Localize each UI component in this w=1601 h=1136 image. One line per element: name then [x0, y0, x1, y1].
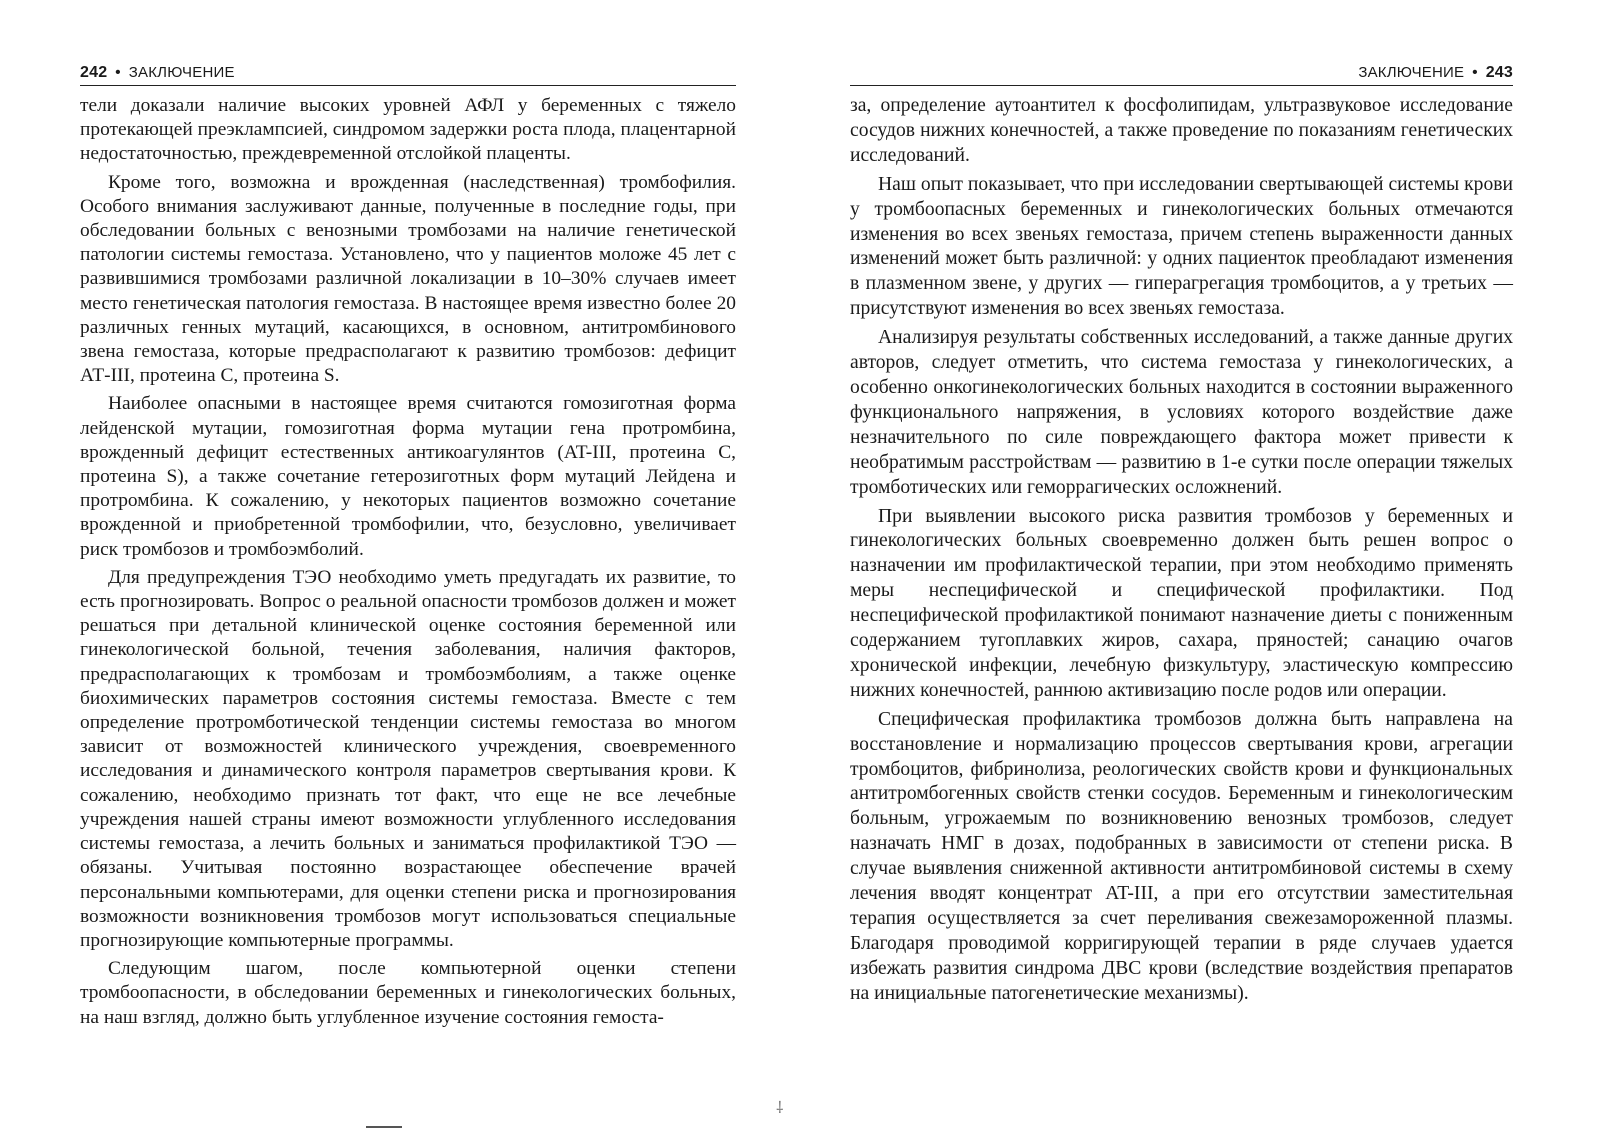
right-paragraph-5: Специфическая профилактика тромбозов должна быть направлена на восстановление и нормализацию процессов свертывания крови, агрегации тромбоцитов, фибринолиза, реологических свойств крови и функциональных антитромбогенных свойств стенки сосудов. Беременным и гинекологическим больным, угрожаемым по возникновению венозных тромбозов, следует назначать НМГ в дозах, подобранных в зависимости от степени риска. В случае выявления сниженной активности антитромбиновой системы в схему лечения вводят концентрат AT-III, а при его отсутствии заместительная терапия осуществляется за счет переливания свежезамороженной плазмы. Благодаря проводимой корригирующей терапии в ряде случаев удается избежать развития синдрома ДВС крови (вследствие воздействия препаратов на инициальные патогенетические механизмы). — [850, 708, 1513, 1004]
left-running-head — [80, 64, 736, 82]
left-paragraph-5: Следующим шагом, после компьютерной оценки степени тромбоопасности, в обследовании беременных и гинекологических больных, на наш взгляд, должно быть углубленное изучение состояния гемоста- — [80, 958, 736, 1028]
right-paragraph-1: за, определение аутоантител к фосфолипидам, ультразвуковое исследование сосудов нижних конечностей, а также проведение по показаниям генетических исследований. — [850, 95, 1513, 166]
left-header-bullet: • — [115, 64, 121, 81]
left-paragraph-2: Кроме того, возможна и врожденная (наследственная) тромбофилия. Особого внимания заслуживают данные, полученные в последние годы, при обследовании больных с венозными тромбозами на наличие генетической патологии системы гемостаза. Установлено, что у пациентов моложе 45 лет с развившимися тромбозами различной локализации в 10–30% случаев имеет место генетическая патология гемостаза. В настоящее время известно более 20 различных генных мутаций, касающихся, в основном, антитромбинового звена гемостаза, которые предрасполагают к развитию тромбозов: дефицит АТ-III, протеина С, протеина S. — [80, 171, 736, 387]
bottom-scan-mark-left — [366, 1126, 402, 1128]
left-body-text — [80, 94, 736, 1034]
left-running-title: ЗАКЛЮЧЕНИЕ — [128, 64, 235, 81]
left-paragraph-3: Наиболее опасными в настоящее время считаются гомозиготная форма лейденской мутации, гомозиготная форма мутации гена протромбина, врожденный дефицит естественных антикоагулянтов (AT-III, протеина С, протеина S), а также сочетание гетерозиготных форм мутаций Лейдена и протромбина. К сожалению, у некоторых пациентов возможно сочетание врожденной и приобретенной тромбофилии, что, безусловно, увеличивает риск тромбозов и тромбоэмболий. — [80, 393, 736, 560]
right-header-rule — [850, 85, 1513, 86]
gutter-scan-mark: ⸸ — [776, 1098, 784, 1117]
left-header-rule — [80, 85, 736, 86]
right-header-bullet: • — [1472, 64, 1478, 81]
right-paragraph-3: Анализируя результаты собственных исследований, а также данные других авторов, следует отметить, что система гемостаза у гинекологических, а особенно онкогинекологических больных находится в состоянии выраженного функционального напряжения, в условиях которого воздействие даже незначительного по силе повреждающего фактора может привести к необратимым расстройствам — развитию в 1-е сутки после операции тяжелых тромботических или геморрагических осложнений. — [850, 327, 1513, 498]
right-paragraph-2: Наш опыт показывает, что при исследовании свертывающей системы крови у тромбоопасных беременных и гинекологических больных отмечаются изменения во всех звеньях гемостаза, причем степень выраженности данных изменений может быть различной: у одних пациенток преобладают изменения в плазменном звене, у других — гиперагрегация тромбоцитов, а у третьих — присутствуют изменения во всех звеньях гемостаза. — [850, 173, 1513, 320]
left-page-number: 242 — [80, 64, 108, 81]
left-paragraph-4: Для предупреждения ТЭО необходимо уметь предугадать их развитие, то есть прогнозировать. Вопрос о реальной опасности тромбозов должен и может решаться при детальной клинической оценке состояния беременной или гинекологической больной, течения заболевания, наличия факторов, предрасполагающих к тромбозам и тромбоэмболиям, а также оценке биохимических параметров состояния системы гемостаза. Вместе с тем определение протромботической тенденции системы гемостаза во многом зависит от возможностей клинического учреждения, своевременного исследования и динамического контроля параметров свертывания крови. К сожалению, необходимо признать тот факт, что еще не все лечебные учреждения нашей страны имеют возможности углубленного исследования системы гемостаза, а лечить больных и заниматься профилактикой ТЭО — обязаны. Учитывая постоянно возрастающее обеспечение врачей персональными компьютерами, для оценки степени риска и прогнозирования возможности возникновения тромбозов могут использоваться специальные прогнозирующие компьютерные программы. — [80, 566, 736, 951]
left-paragraph-1: тели доказали наличие высоких уровней АФЛ у беременных с тяжело протекающей преэклампсией, синдромом задержки роста плода, плацентарной недостаточностью, преждевременной отслойкой плаценты. — [80, 95, 736, 165]
right-body-text — [850, 94, 1513, 1011]
right-paragraph-4: При выявлении высокого риска развития тромбозов у беременных и гинекологических больных своевременно должен быть решен вопрос о назначении им профилактической терапии, при этом необходимо применять меры неспецифической и специфической профилактики. Под неспецифической профилактикой понимают назначение диеты с пониженным содержанием тугоплавких жиров, сахара, пряностей; санацию очагов хронической инфекции, лечебную физкультуру, эластическую компрессию нижних конечностей, раннюю активизацию после родов или операции. — [850, 505, 1513, 701]
right-page-number: 243 — [1485, 64, 1513, 81]
right-running-title: ЗАКЛЮЧЕНИЕ — [1358, 64, 1465, 81]
right-running-head — [850, 64, 1513, 82]
